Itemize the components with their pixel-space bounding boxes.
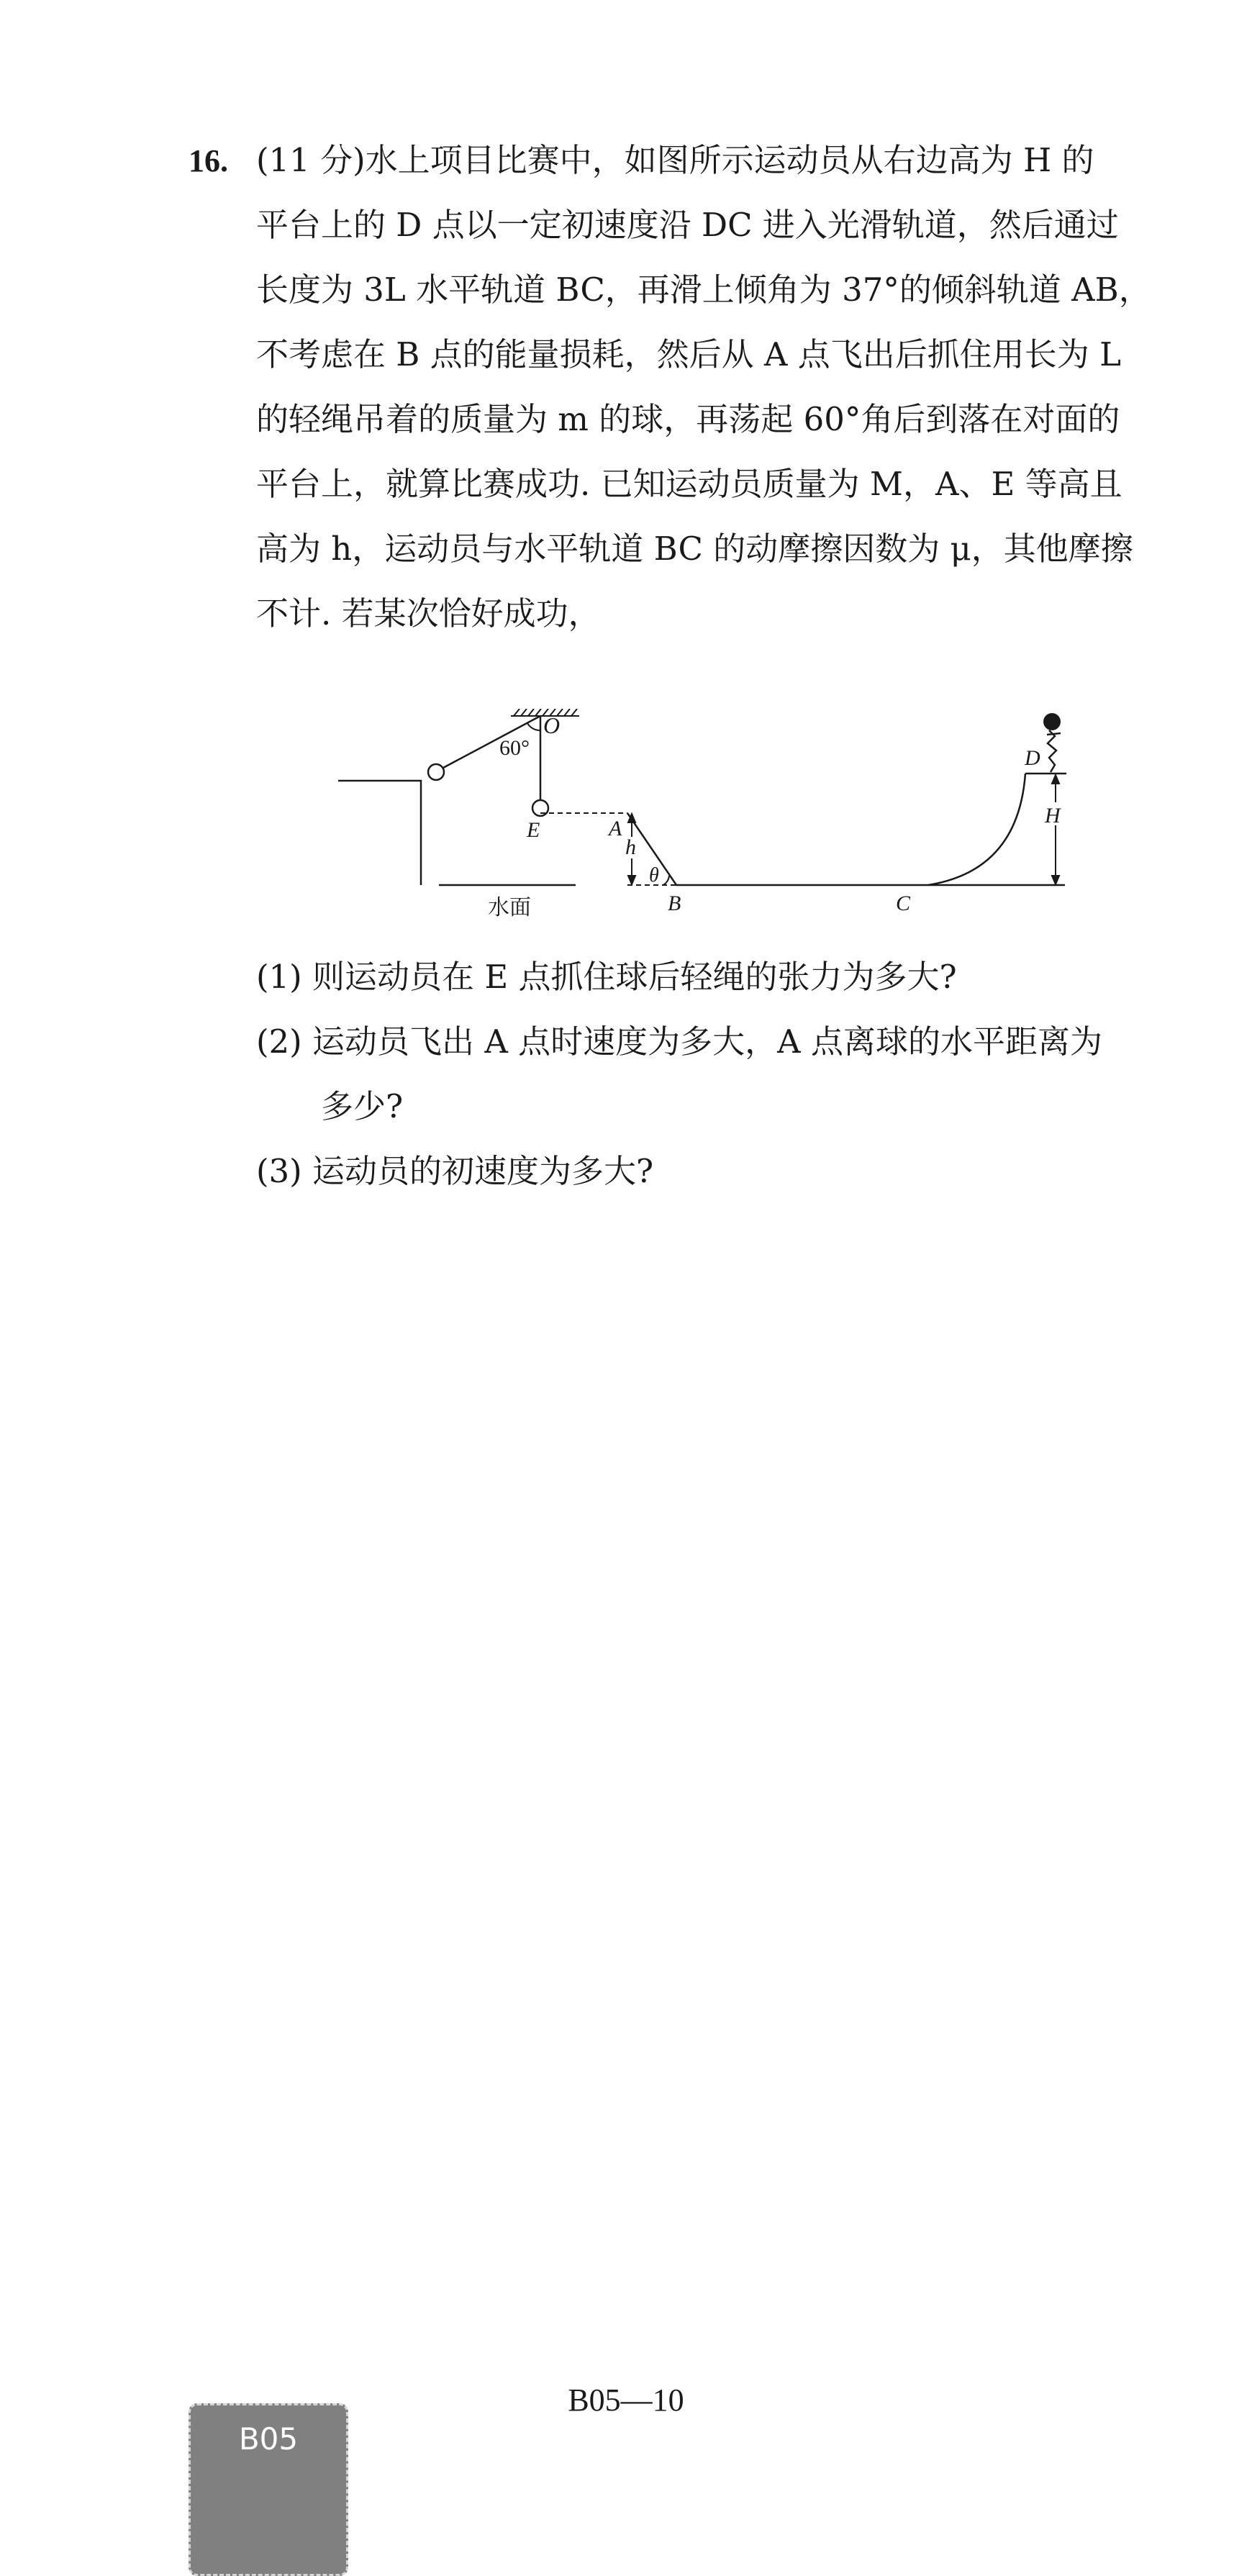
stem-line-5: 的轻绳吊着的质量为 m 的球，再荡起 60°角后到落在对面的 xyxy=(256,400,1120,438)
stem-line-1: (11 分)水上项目比赛中，如图所示运动员从右边高为 H 的 xyxy=(256,141,1094,179)
label-o: O xyxy=(543,712,561,738)
page-code: B05—10 xyxy=(568,2382,684,2418)
stem-line-7: 高为 h，运动员与水平轨道 BC 的动摩擦因数为 μ，其他摩擦 xyxy=(256,530,1133,568)
section-tab-label: B05 xyxy=(238,2421,299,2457)
sub-question-3: (3) 运动员的初速度为多大? xyxy=(256,1152,654,1190)
stem-line-6: 平台上，就算比赛成功. 已知运动员质量为 M，A、E 等高且 xyxy=(256,465,1122,503)
left-platform xyxy=(338,781,421,885)
label-angle: 60° xyxy=(499,736,530,760)
stem-line-3: 长度为 3L 水平轨道 BC，再滑上倾角为 37°的倾斜轨道 AB， xyxy=(256,271,1151,309)
H-dimension xyxy=(1052,775,1059,884)
label-h: h xyxy=(625,835,636,859)
stem-line-2: 平台上的 D 点以一定初速度沿 DC 进入光滑轨道，然后通过 xyxy=(256,206,1119,244)
label-water: 水面 xyxy=(488,895,531,920)
sub-question-1: (1) 则运动员在 E 点抓住球后轻绳的张力为多大? xyxy=(256,958,957,996)
stem-line-8: 不计. 若某次恰好成功， xyxy=(256,594,601,632)
label-theta: θ xyxy=(649,864,659,886)
theta-arc xyxy=(663,876,669,885)
label-b: B xyxy=(668,892,681,915)
sub-question-2-cont: 多少? xyxy=(321,1087,404,1125)
sub-question-2: (2) 运动员飞出 A 点时速度为多大，A 点离球的水平距离为 xyxy=(256,1022,1102,1061)
label-d: D xyxy=(1025,746,1040,770)
curved-track xyxy=(928,774,1025,885)
label-e: E xyxy=(527,818,540,842)
question-number: 16. xyxy=(189,143,228,178)
athlete-icon xyxy=(1043,713,1061,772)
label-c: C xyxy=(896,892,911,915)
section-tab xyxy=(189,2403,348,2576)
ball-swung xyxy=(428,764,444,780)
physics-diagram xyxy=(338,709,1094,953)
angle-arc xyxy=(527,723,540,730)
stem-line-4: 不考虑在 B 点的能量损耗，然后从 A 点飞出后抓住用长为 L xyxy=(256,335,1121,373)
label-a: A xyxy=(609,817,622,840)
label-H: H xyxy=(1045,804,1061,827)
